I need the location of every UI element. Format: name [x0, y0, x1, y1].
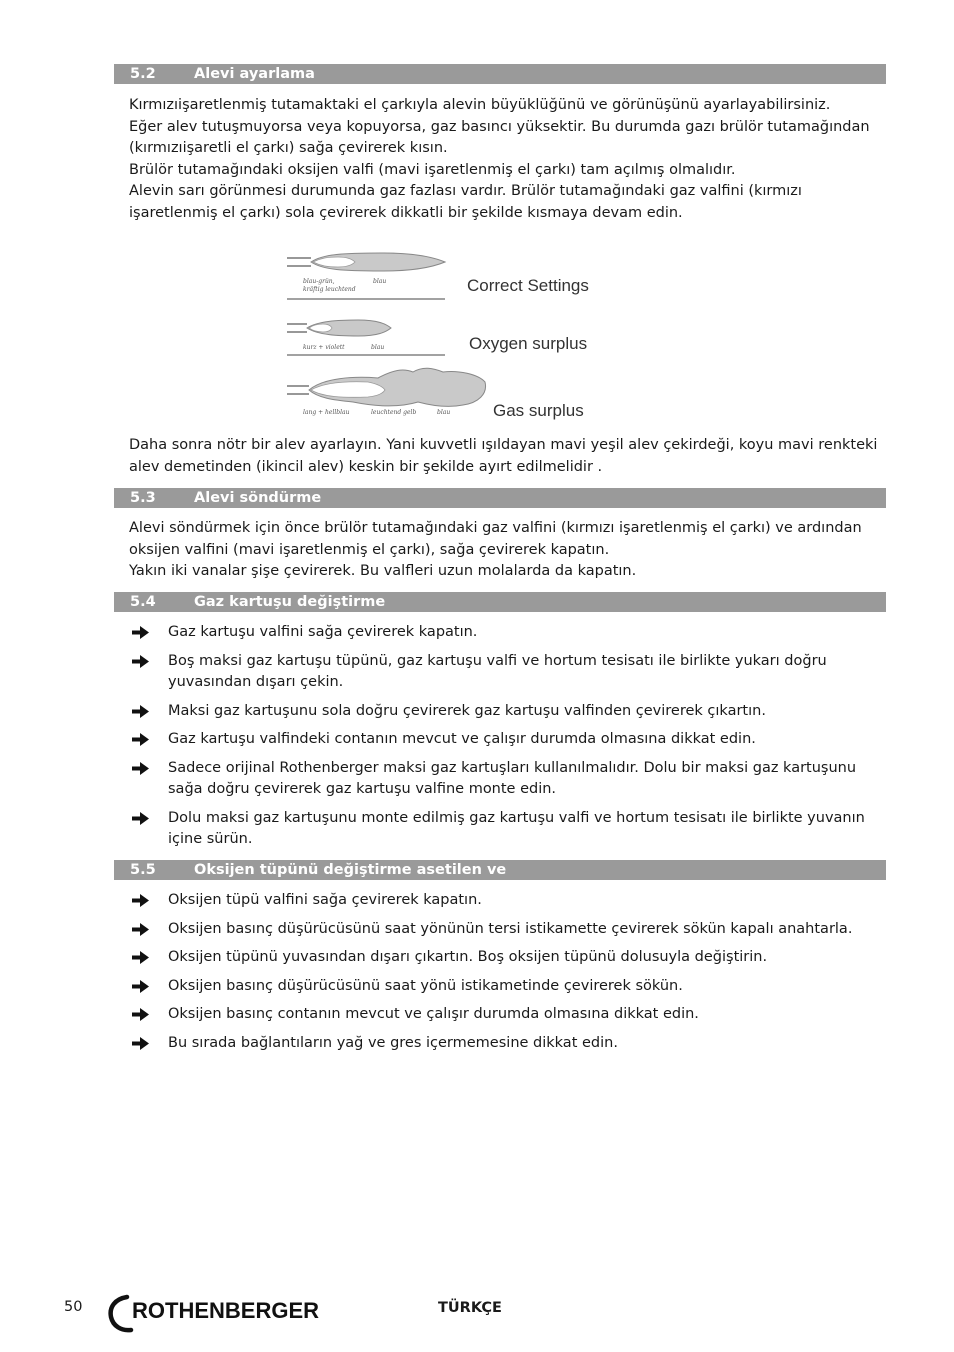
section-5-3-body: [129, 518, 881, 583]
flame-gas-surplus: [287, 368, 584, 420]
paragraph: Daha sonra nötr bir alev ayarlayın. Yani kuvvetli ışıldayan mavi yeşil alev çekirdeği, koyu mavi renkteki alev demetinden (ikincil alev) keskin bir şekilde ayırt edilmelidir .: [129, 437, 878, 475]
section-5-5-list: [129, 890, 881, 1054]
paragraph: Kırmızıişaretlenmiş tutamaktaki el çarkıyla alevin büyüklüğünü ve görünüşünü ayarlayabilirsiniz.: [129, 97, 831, 113]
annotation: lang + hellblau: [303, 409, 350, 416]
page-number: 50: [64, 1299, 83, 1315]
annotation: blau: [373, 278, 387, 285]
list-item: [129, 1033, 881, 1055]
section-number: 5.4: [130, 594, 156, 610]
list-item-text: Bu sırada bağlantıların yağ ve gres içermemesine dikkat edin.: [168, 1034, 618, 1051]
section-title: Gaz kartuşu değiştirme: [194, 594, 386, 610]
figure-label-correct: Correct Settings: [467, 276, 589, 295]
language-label: TÜRKÇE: [438, 1300, 502, 1316]
arrow-right-icon: [132, 655, 149, 668]
figure-label-oxygen: Oxygen surplus: [469, 334, 588, 353]
arrow-right-icon: [132, 980, 149, 993]
arrow-right-icon: [132, 951, 149, 964]
list-item: [129, 808, 881, 851]
annotation: kurz + violett: [303, 344, 345, 351]
annotation: blau: [371, 344, 385, 351]
paragraph: Brülör tutamağındaki oksijen valfi (mavi işaretlenmiş el çarkı) tam açılmış olmalıdır.: [129, 161, 736, 178]
arrow-right-icon: [132, 1037, 149, 1050]
section-number: 5.5: [130, 862, 156, 878]
section-number: 5.2: [130, 66, 156, 82]
arrow-right-icon: [132, 733, 149, 746]
section-title: Alevi ayarlama: [194, 66, 315, 82]
list-item: [129, 919, 881, 941]
arrow-right-icon: [132, 894, 149, 907]
list-item: [129, 947, 881, 969]
section-header-5-5: [114, 860, 886, 880]
list-item-text: Oksijen tüpü valfini sağa çevirerek kapatın.: [168, 892, 482, 908]
section-title: Oksijen tüpünü değiştirme asetilen ve: [194, 862, 507, 878]
list-item: [129, 976, 881, 998]
list-item: [129, 1004, 881, 1026]
rothenberger-logo: [107, 1293, 347, 1333]
list-item-text: Maksi gaz kartuşunu sola doğru çevirerek gaz kartuşu valfinden çevirerek çıkartın.: [168, 702, 766, 719]
list-item-text: Gaz kartuşu valfini sağa çevirerek kapatın.: [168, 624, 478, 640]
flame-correct-settings: [287, 253, 589, 299]
figure-label-gas: Gas surplus: [493, 401, 584, 420]
list-item-text: Oksijen tüpünü yuvasından dışarı çıkartın. Boş oksijen tüpünü dolusuyla değiştirin.: [168, 949, 768, 965]
section-header-5-3: [114, 488, 886, 508]
list-item-text: Sadece orijinal Rothenberger maksi gaz kartuşları kullanılmalıdır. Dolu bir maksi gaz kartuşunu sağa doğru çevirerek gaz kartuşu valfine monte edin.: [168, 759, 857, 797]
list-item-text: Dolu maksi gaz kartuşunu monte edilmiş gaz kartuşu valfi ve hortum tesisatı ile birlikte yuvanın içine sürün.: [168, 809, 865, 847]
flame-settings-figure: [283, 248, 613, 424]
section-number: 5.3: [130, 490, 156, 506]
arrow-right-icon: [132, 1008, 149, 1021]
arrow-right-icon: [132, 626, 149, 639]
list-item: [129, 729, 881, 751]
arrow-right-icon: [132, 762, 149, 775]
arrow-right-icon: [132, 705, 149, 718]
annotation: leuchtend gelb: [371, 409, 417, 416]
brand-name: ROTHENBERGER: [132, 1298, 320, 1323]
arrow-right-icon: [132, 923, 149, 936]
list-item-text: Oksijen basınç contanın mevcut ve çalışır durumda olmasına dikkat edin.: [168, 1006, 699, 1022]
section-header-5-4: [114, 592, 886, 612]
list-item: [129, 622, 881, 644]
section-5-2-body: [129, 95, 881, 224]
list-item: [129, 890, 881, 912]
list-item: [129, 758, 881, 801]
list-item-text: Oksijen basınç düşürücüsünü saat yönü istikametinde çevirerek sökün.: [168, 977, 683, 994]
paragraph: Yakın iki vanalar şişe çevirerek. Bu valfleri uzun molalarda da kapatın.: [129, 563, 637, 579]
annotation: kräftig leuchtend: [303, 286, 356, 293]
annotation: blau: [437, 409, 451, 416]
paragraph: Eğer alev tutuşmuyorsa veya kopuyorsa, gaz basıncı yüksektir. Bu durumda gazı brülör tutamağından (kırmızıişaretli el çarkı) sağa çevirerek kısın.: [129, 118, 870, 156]
arrow-right-icon: [132, 812, 149, 825]
section-5-4-list: [129, 622, 881, 851]
annotation: blau-grün,: [303, 278, 335, 285]
list-item: [129, 701, 881, 723]
flame-oxygen-surplus: [287, 320, 587, 355]
list-item-text: Boş maksi gaz kartuşu tüpünü, gaz kartuşu valfi ve hortum tesisatı ile birlikte yukarı doğru yuvasından dışarı çekin.: [168, 652, 827, 690]
section-5-2-after: [129, 435, 881, 478]
section-title: Alevi söndürme: [194, 490, 322, 506]
list-item-text: Oksijen basınç düşürücüsünü saat yönünün tersi istikamette çevirerek sökün kapalı anahtarla.: [168, 920, 853, 937]
list-item-text: Gaz kartuşu valfindeki contanın mevcut ve çalışır durumda olmasına dikkat edin.: [168, 731, 756, 747]
paragraph: Alevin sarı görünmesi durumunda gaz fazlası vardır. Brülör tutamağındaki gaz valfini (kırmızı işaretlenmiş el çarkı) sola çevirerek dikkatli bir şekilde kısmaya devam edin.: [129, 183, 802, 221]
paragraph: Alevi söndürmek için önce brülör tutamağındaki gaz valfini (kırmızı işaretlenmiş el çarkı) ve ardından oksijen valfini (mavi işaretlenmiş el çarkı), sağa çevirerek kapatın.: [129, 520, 862, 558]
list-item: [129, 651, 881, 694]
section-header-5-2: [114, 64, 886, 84]
